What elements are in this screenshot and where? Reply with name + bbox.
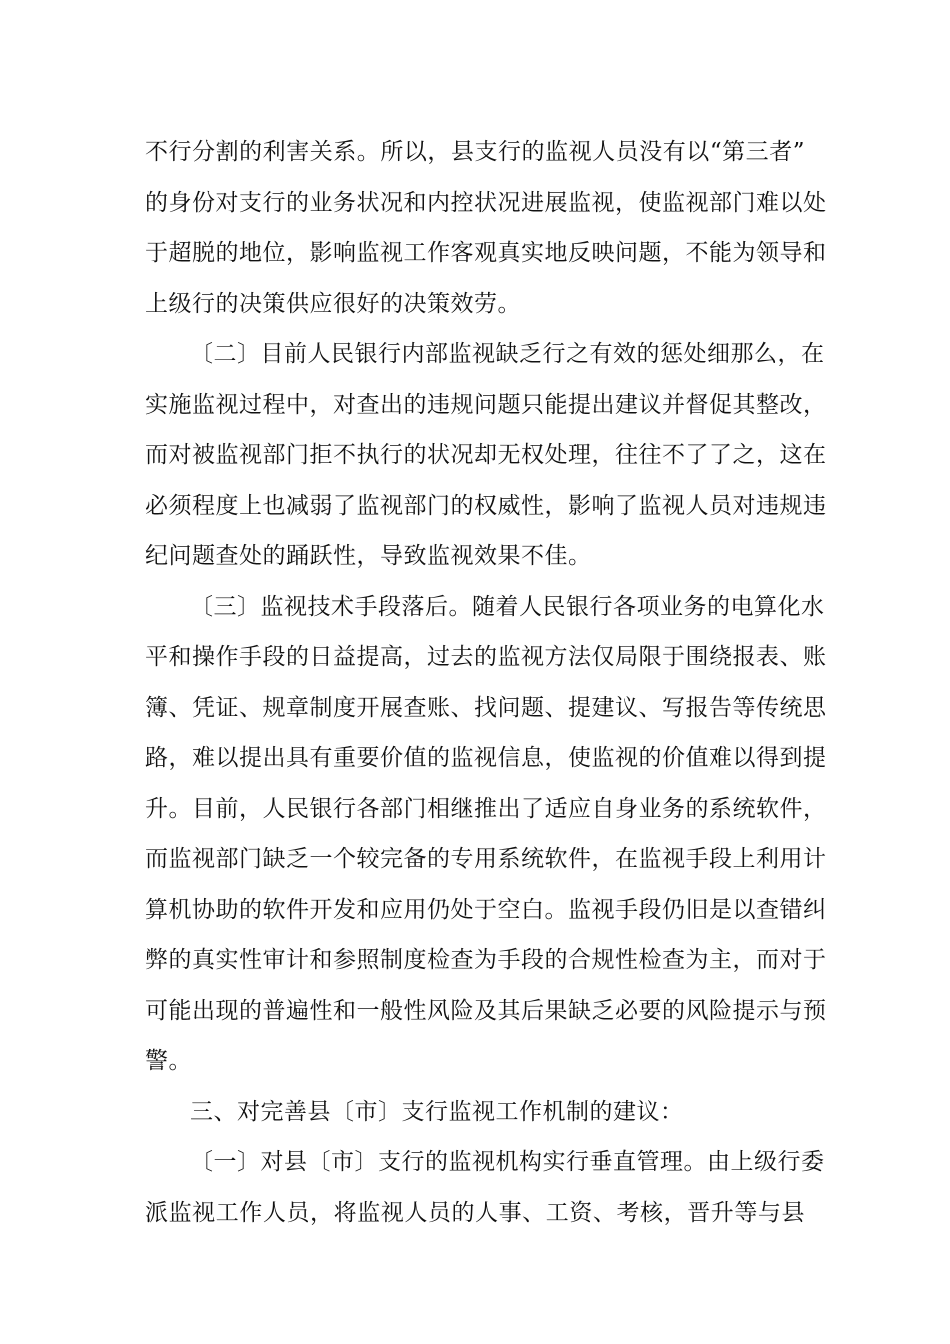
paragraph-3-line-4: 路，难以提出具有重要价值的监视信息，使监视的价值难以得到提 <box>145 745 827 771</box>
paragraph-2-line-4: 必须程度上也减弱了监视部门的权威性，影响了监视人员对违规违 <box>145 493 827 519</box>
paragraph-2-line-1: 〔二〕目前人民银行内部监视缺乏行之有效的惩处细那么，在 <box>190 341 825 367</box>
paragraph-2-line-2: 实施监视过程中，对查出的违规问题只能提出建议并督促其整改， <box>145 392 827 418</box>
paragraph-1-line-3: 于超脱的地位，影响监视工作客观真实地反映问题，不能为领导和 <box>145 240 827 266</box>
paragraph-1-line-4: 上级行的决策供应很好的决策效劳。 <box>145 291 521 317</box>
paragraph-3-line-7: 算机协助的软件开发和应用仍处于空白。监视手段仍旧是以查错纠 <box>145 897 827 923</box>
paragraph-3-line-6: 而监视部门缺乏一个较完备的专用系统软件，在监视手段上利用计 <box>145 846 827 872</box>
paragraph-3-line-2: 平和操作手段的日益提高，过去的监视方法仅局限于围绕报表、账 <box>145 644 827 670</box>
paragraph-1-line-2: 的身份对支行的业务状况和内控状况进展监视，使监视部门难以处 <box>145 190 827 216</box>
paragraph-3-line-5: 升。目前，人民银行各部门相继推出了适应自身业务的系统软件， <box>145 796 827 822</box>
paragraph-5-line-2: 派监视工作人员，将监视人员的人事、工资、考核，晋升等与县 <box>145 1200 805 1226</box>
paragraph-3-line-1: 〔三〕监视技术手段落后。随着人民银行各项业务的电算化水 <box>190 594 825 620</box>
paragraph-2-line-5: 纪问题查处的踊跃性，导致监视效果不佳。 <box>145 543 592 569</box>
paragraph-3-line-8: 弊的真实性审计和参照制度检查为手段的合规性检查为主，而对于 <box>145 947 827 973</box>
section-heading-three: 三、对完善县〔市〕支行监视工作机制的建议： <box>190 1099 684 1125</box>
paragraph-1-line-1: 不行分割的利害关系。所以，县支行的监视人员没有以“第三者” <box>145 139 805 165</box>
paragraph-5-line-1: 〔一〕对县〔市〕支行的监视机构实行垂直管理。由上级行委 <box>190 1149 825 1175</box>
paragraph-3-line-3: 簿、凭证、规章制度开展查账、找问题、提建议、写报告等传统思 <box>145 695 827 721</box>
paragraph-2-line-3: 而对被监视部门拒不执行的状况却无权处理，往往不了了之，这在 <box>145 442 827 468</box>
paragraph-3-line-9: 可能出现的普遍性和一般性风险及其后果缺乏必要的风险提示与预 <box>145 998 827 1024</box>
paragraph-3-line-10: 警。 <box>145 1048 192 1074</box>
